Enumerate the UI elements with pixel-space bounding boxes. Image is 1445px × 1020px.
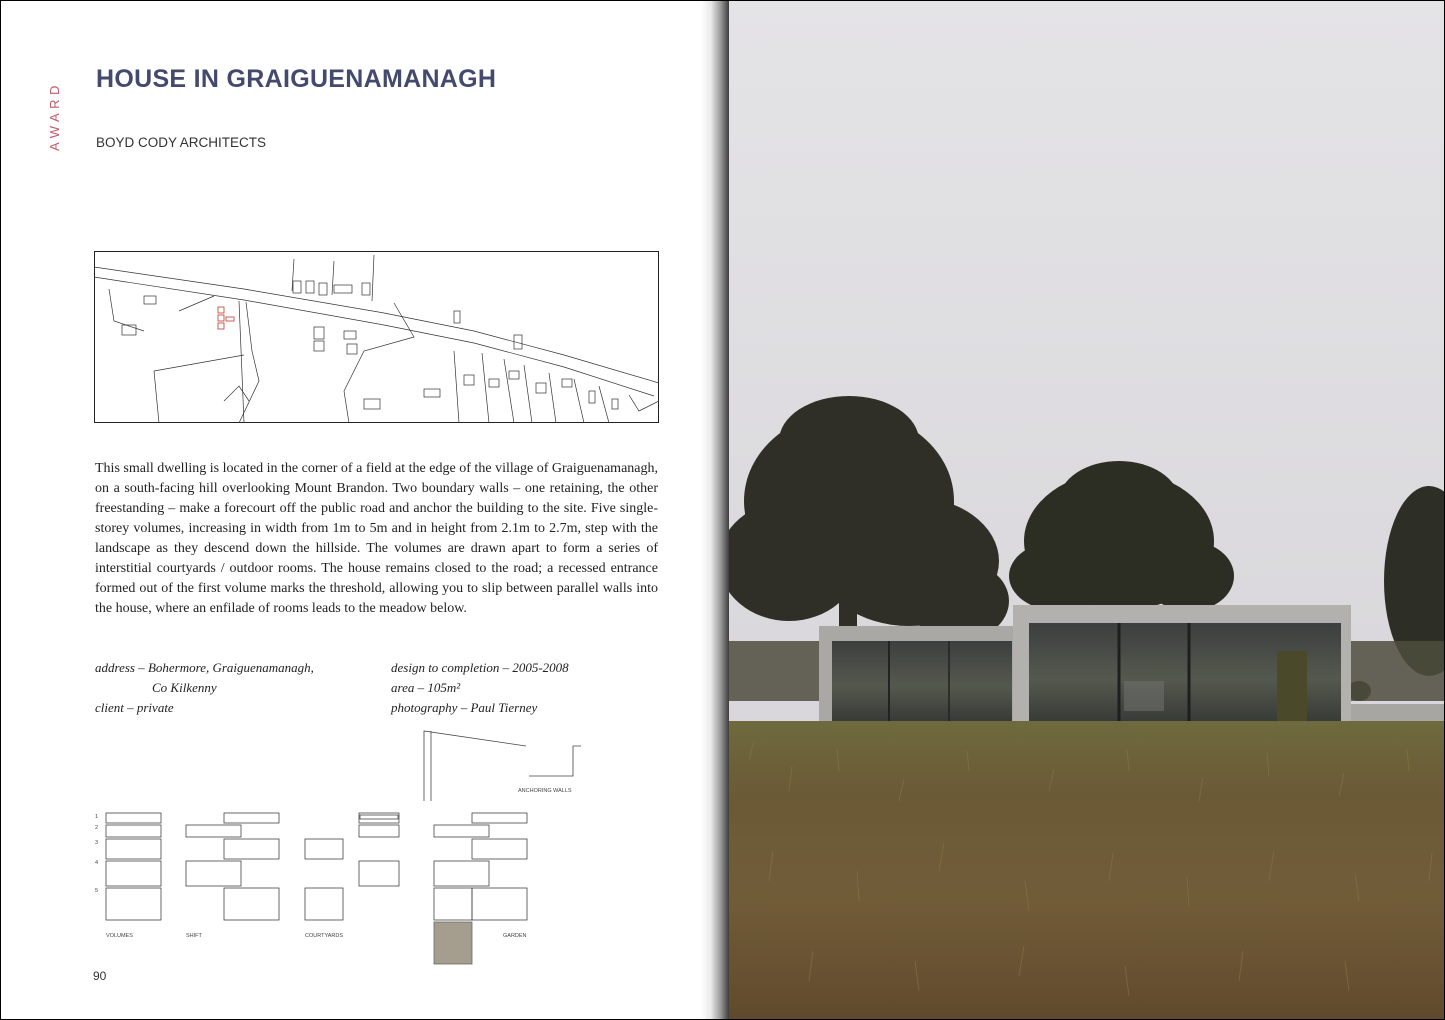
garden-figure <box>434 813 527 964</box>
house-photograph <box>729 1 1444 1019</box>
credit-design: design to completion – 2005-2008 <box>391 660 569 675</box>
label-shift: SHIFT <box>186 933 202 939</box>
right-page <box>729 1 1444 1019</box>
courtyards-figure <box>305 813 399 920</box>
credits-left <box>95 658 314 718</box>
label-volumes: VOLUMES <box>106 933 133 939</box>
volume-number: 3 <box>95 840 99 846</box>
meadow <box>729 721 1444 1019</box>
label-courtyards: COURTYARDS <box>305 933 343 939</box>
page-number: 90 <box>93 969 107 983</box>
volumes-figure <box>106 813 161 920</box>
book-gutter <box>701 1 729 1019</box>
project-description: This small dwelling is located in the corner of a field at the edge of the village of Graiguenamanagh, on a south-facing hill overlooking Mount Brandon. Two boundary walls – one retaining, the other freestanding – make a forecourt off the public road and anchor the building to the site. Five single-storey volumes, increasing in width from 1m to 5m and in height from 2.1m to 2.7m, step with the landscape as they descend down the hillside. The volumes are drawn apart to form a series of interstitial courtyards / outdoor rooms. The house remains closed to the road; a recessed entrance formed out of the first volume marks the threshold, allowing you to slip between parallel walls into the house, where an enfilade of rooms leads to the meadow below. <box>95 461 658 616</box>
shift-figure <box>186 813 279 920</box>
label-anchoring-walls: ANCHORING WALLS <box>518 788 572 794</box>
volume-number: 5 <box>95 888 99 894</box>
volume-number: 2 <box>95 825 99 831</box>
credit-client: client – private <box>95 700 174 715</box>
label-garden: GARDEN <box>503 933 527 939</box>
volume-number: 1 <box>95 814 99 820</box>
credit-address: address – Bohermore, Graiguenamanagh, <box>95 660 314 675</box>
credit-address-county: Co Kilkenny <box>152 680 217 695</box>
page-title: HOUSE IN GRAIGUENAMANAGH <box>96 65 497 93</box>
credit-area: area – 105m² <box>391 680 461 695</box>
site-plan-map <box>94 251 659 423</box>
section-label: AWARD <box>47 81 62 151</box>
credit-photography: photography – Paul Tierney <box>391 700 538 715</box>
volume-number: 4 <box>95 860 99 866</box>
architect-name: BOYD CODY ARCHITECTS <box>96 135 267 150</box>
credits-right <box>391 658 569 718</box>
left-page <box>1 1 719 1019</box>
concept-diagram <box>81 726 601 971</box>
